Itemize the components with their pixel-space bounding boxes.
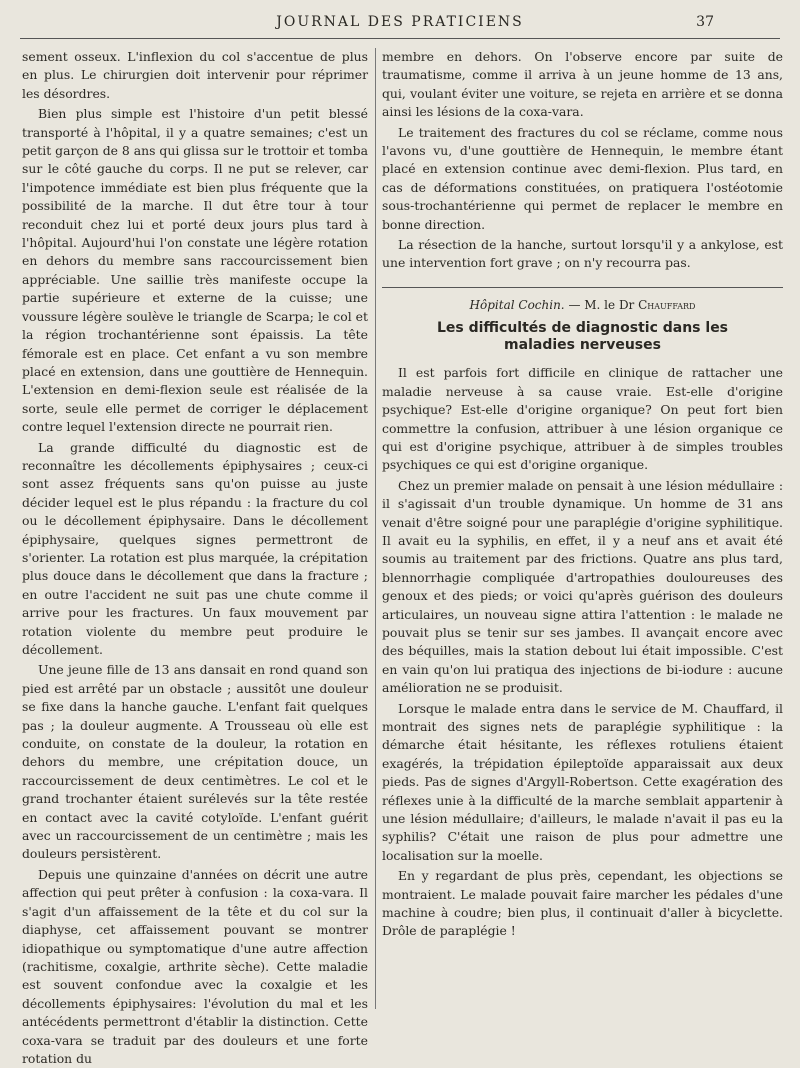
- left-column: [22, 48, 368, 1066]
- paragraph: Lorsque le malade entra dans le service de M. Chauffard, il montrait des signes nets de paraplégie syphilitique : la démarche était hésitante, les réflexes rotuliens étaient exagérés, la trépidation épileptoïde apparaissait aux deux pieds. Pas de signes d'Argyll-Robertson. Cette exagération des réflexes unie à la difficulté de la marche semblait appartenir à une lésion médullaire; d'ailleurs, le malade n'avait il pas eu la syphilis? C'était une raison de plus pour admettre une localisation sur la moelle.: [382, 700, 783, 863]
- column-divider: [375, 48, 376, 1009]
- byline-prefix: — M. le Dr: [568, 297, 635, 312]
- header-rule: [20, 38, 780, 39]
- paragraph: Le traitement des fractures du col se réclame, comme nous l'avons vu, d'une gouttière de Hennequin, le membre étant placé en extension continue avec demi-flexion. Plus tard, en cas de déformations constituées, on pratiquera l'ostéotomie sous-trochantérienne qui permet de replacer le membre en bonne direction.: [382, 124, 783, 232]
- article-title: [382, 320, 783, 354]
- article-byline: [382, 287, 783, 314]
- paragraph: La résection de la hanche, surtout lorsqu'il y a ankylose, est une intervention fort grave ; on n'y recourra pas.: [382, 237, 783, 271]
- paragraph: Il est parfois fort difficile en clinique de rattacher une maladie nerveuse à sa cause vraie. Est-elle d'origine psychique? Est-elle d'origine organique? On peut fort bien commettre la confusion, attribuer à une lésion organique ce qui est d'origine psychique, attribuer à de simples troubles psychiques ce qui est d'origine organique.: [382, 365, 783, 473]
- paragraph: sement osseux. L'inflexion du col s'accentue de plus en plus. Le chirurgien doit intervenir pour réprimer les désordres.: [22, 49, 368, 101]
- article-title-line: Les difficultés de diagnostic dans les: [436, 320, 729, 337]
- page-number: 37: [696, 14, 714, 30]
- paragraph: Une jeune fille de 13 ans dansait en rond quand son pied est arrêté par un obstacle ; aussitôt une douleur se fixe dans la hanche gauche. L'enfant fait quelques pas ; la douleur augmente. A Trousseau où elle est conduite, on constate de la douleur, la rotation en dehors du membre, une crépitation douce, un raccourcissement de deux centimètres. Le col et le grand trochanter étaient surélevés sur la tête restée en contact avec la cavité cotyloïde. L'enfant guérit avec un raccourcissement de un centimètre ; mais les douleurs persistèrent.: [22, 662, 368, 862]
- article-title-line: maladies nerveuses: [504, 337, 661, 354]
- right-column: [382, 48, 783, 1009]
- paragraph: La grande difficulté du diagnostic est de reconnaître les décollements épiphysaires ; ceux-ci sont assez fréquents sans qu'on puisse au juste décider lequel est le plus répandu : la fracture du col ou le décollement épiphysaire. Dans le décollement épiphysaire, quelques signes permettront de s'orienter. La rotation est plus marquée, la crépitation plus douce dans le décollement que dans la fracture ; en outre l'accident ne suit pas une chute comme il arrive pour les fractures. Un faux mouvement par rotation violente du membre peut produire le décollement.: [22, 439, 368, 657]
- paragraph: membre en dehors. On l'observe encore par suite de traumatisme, comme il arriva à un jeune homme de 13 ans, qui, voulant éviter une voiture, se rejeta en arrière et se donna ainsi les lésions de la coxa-vara.: [382, 49, 783, 120]
- paragraph: En y regardant de plus près, cependant, les objections se montraient. Le malade pouvait faire marcher les pédales d'une machine à coudre; bien plus, il continuait d'aller à bicyclette. Drôle de paraplégie !: [382, 868, 783, 939]
- paragraph: Bien plus simple est l'histoire d'un petit blessé transporté à l'hôpital, il y a quatre semaines; c'est un petit garçon de 8 ans qui glissa sur le trottoir et tomba sur le côté gauche du corps. Il ne put se relever, car l'impotence immédiate est bien plus fréquente que la possibilité de la marche. Il dut être tour à tour reconduit chez lui et porté deux jours plus tard à l'hôpital. Aujourd'hui l'on constate une légère rotation en dehors du membre sans raccourcissement bien appréciable. Une saillie très manifeste occupe la partie supérieure et externe de la cuisse; une voussure légère soulève le triangle de Scarpa; le col et la région trochantérienne sont épaissis. La tête fémorale est en place. Cet enfant a vu son membre placé en extension, dans une gouttière de Hennequin. L'extension en demi-flexion seule est réalisée de la sorte, seule elle permet de corriger le déplacement contre lequel l'extension directe ne pourrait rien.: [22, 106, 368, 435]
- paragraph: Depuis une quinzaine d'années on décrit une autre affection qui peut prêter à confusion : la coxa-vara. Il s'agit d'un affaissement de la tête et du col sur la diaphyse, cet affaissement pouvant se montrer idiopathique ou symptomatique d'une autre affection (rachitisme, coxalgie, arthrite sèche). Cette maladie est souvent confondue avec la coxalgie et les décollements épiphysaires: l'évolution du mal et les antécédents permettront d'établir la distinction. Cette coxa-vara se traduit par des douleurs et une forte rotation du: [22, 866, 368, 1066]
- byline-place: Hôpital Cochin.: [469, 297, 565, 312]
- page-header: [0, 10, 800, 36]
- running-head: JOURNAL DES PRATICIENS: [276, 14, 524, 30]
- byline-author: Chauffard: [638, 297, 696, 312]
- paragraph: Chez un premier malade on pensait à une lésion médullaire : il s'agissait d'un trouble dynamique. Un homme de 31 ans venait d'être soigné pour une paraplégie d'origine syphilitique. Il avait eu la syphilis, en effet, il y a neuf ans et avait été soumis au traitement par des frictions. Quatre ans plus tard, blennorrhagie compliquée d'artropathies douloureuses des genoux et des pieds; or voici qu'après guérison des douleurs articulaires, un nouveau signe attira l'attention : le malade ne pouvait plus se tenir sur ses jambes. Il avançait encore avec des béquilles, mais la station debout lui était impossible. C'est en vain qu'on lui pratiqua des injections de bi-iodure : aucune amélioration ne se produisit.: [382, 477, 783, 696]
